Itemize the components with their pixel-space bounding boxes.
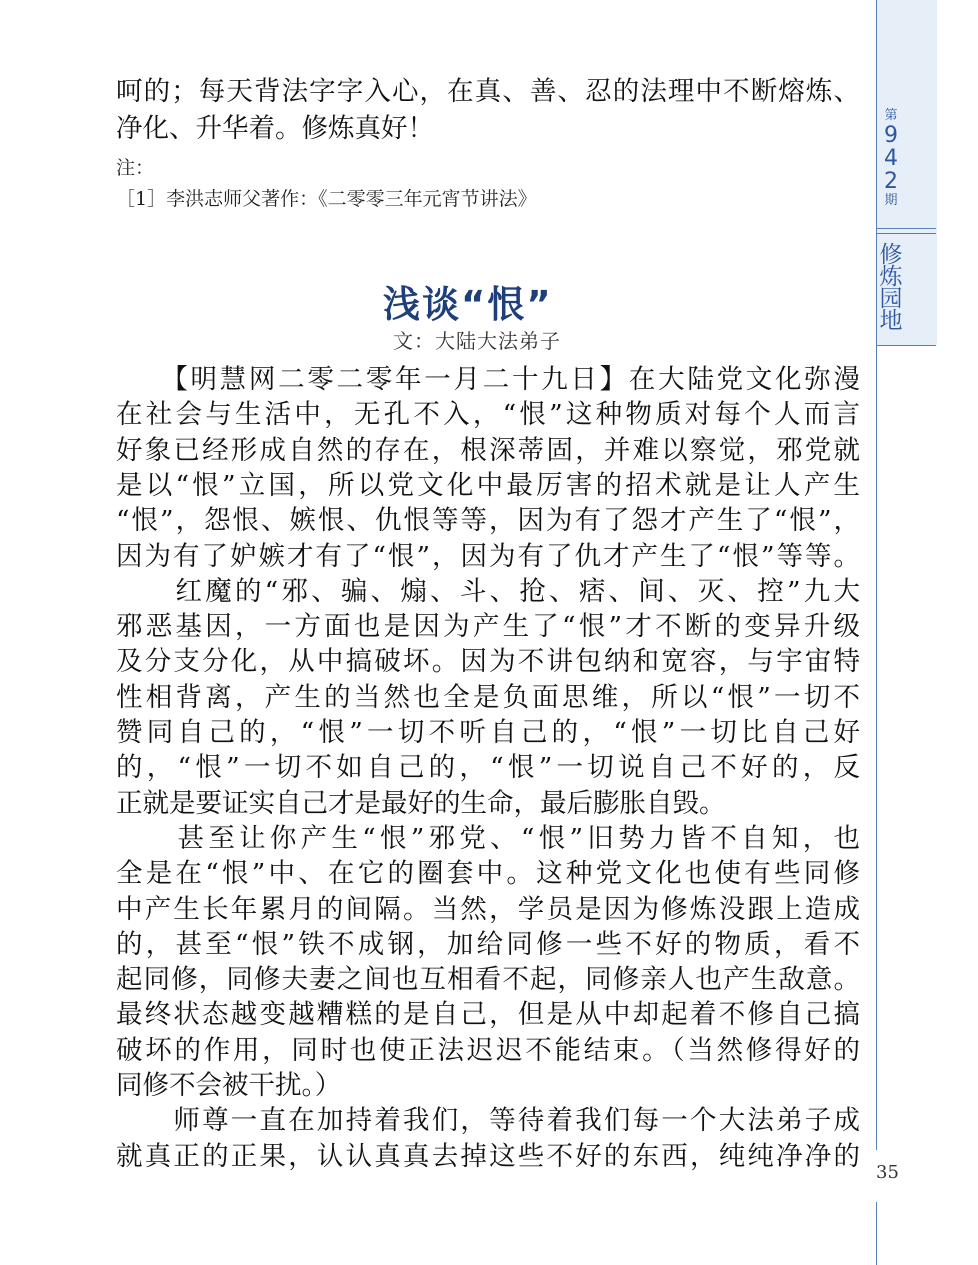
body-line: 【明慧网二零二零年一月二十九日】在大陆党文化弥漫 [116,364,860,395]
body-line: 正就是要证实自己才是最好的生命，最后膨胀自毁。 [116,787,726,819]
body-line: 全是在“恨”中、在它的圈套中。这种党文化也使有些同修 [116,858,860,890]
body-line: 同修不会被干扰。） [116,1070,342,1101]
body-line: 在社会与生活中，无孔不入，“恨”这种物质对每个人而言 [116,399,860,431]
sidebar-divider [876,233,936,234]
sidebar-divider [876,228,936,229]
issue-digit: 2 [884,169,898,194]
body-line: 好象已经形成自然的存在，根深蒂固，并难以察觉，邪党就 [116,434,860,466]
issue-number [876,108,906,209]
margin-rule [876,345,877,1265]
body-line: 及分支分化，从中搞破坏。因为不讲包纳和宽容，与宇宙特 [116,646,860,678]
issue-digit: 9 [884,123,898,148]
section-char: 园 [879,286,903,312]
body-line: 的，甚至“恨”铁不成钢，加给同修一些不好的物质，看不 [116,928,860,960]
body-line: 甚至让你产生“恨”邪党、“恨”旧势力皆不自知，也 [116,822,860,854]
body-line: 中产生长年累月的间隔。当然，学员是因为修炼没跟上造成 [116,893,860,925]
body-line: 因为有了妒嫉才有了“恨”，因为有了仇才产生了“恨”等等。 [116,540,860,572]
body-line: 呵的；每天背法字字入心，在真、善、忍的法理中不断熔炼、 [116,76,860,107]
issue-prefix: 第 [884,108,898,123]
sidebar-divider [876,345,936,346]
body-line: 性相背离，产生的当然也全是负面思维，所以“恨”一切不 [116,681,860,713]
article-author: 文：大陆大法弟子 [393,329,561,353]
body-line: 最终状态越变越糟糕的是自己，但是从中却起着不修自己搞 [116,999,860,1031]
body-line: 破坏的作用，同时也使正法迟迟不能结束。（当然修得好的 [116,1034,860,1066]
body-line: 赞同自己的，“恨”一切不听自己的，“恨”一切比自己好 [116,717,860,748]
section-char: 地 [879,308,903,334]
footnote: ［1］李洪志师父著作：《二零零三年元宵节讲法》 [116,188,537,210]
issue-suffix: 期 [884,193,898,208]
body-line: 红魔的“邪、骗、煽、斗、抢、痞、间、灭、控”九大 [116,575,860,607]
issue-digit: 4 [884,146,898,171]
note-label: 注： [116,157,155,179]
section-title [876,244,906,332]
article-title: 浅谈“恨” [383,283,553,326]
body-line: 邪恶基因，一方面也是因为产生了“恨”才不断的变异升级 [116,611,860,643]
section-char: 炼 [879,264,903,290]
body-line: “恨”，怨恨、嫉恨、仇恨等等，因为有了怨才产生了“恨”， [116,505,860,537]
body-line: 就真正的正果，认认真真去掉这些不好的东西，纯纯净净的 [116,1140,860,1172]
body-line: 的，“恨”一切不如自己的，“恨”一切说自己不好的，反 [116,752,860,784]
body-line: 是以“恨”立国，所以党文化中最厉害的招术就是让人产生 [116,469,860,501]
body-line: 师尊一直在加持着我们，等待着我们每一个大法弟子成 [116,1105,860,1137]
body-line: 起同修，同修夫妻之间也互相看不起，同修亲人也产生敌意。 [116,964,860,996]
body-line: 净化、升华着。修炼真好！ [116,113,434,144]
section-char: 修 [879,242,903,268]
page-number: 35 [876,1162,899,1183]
